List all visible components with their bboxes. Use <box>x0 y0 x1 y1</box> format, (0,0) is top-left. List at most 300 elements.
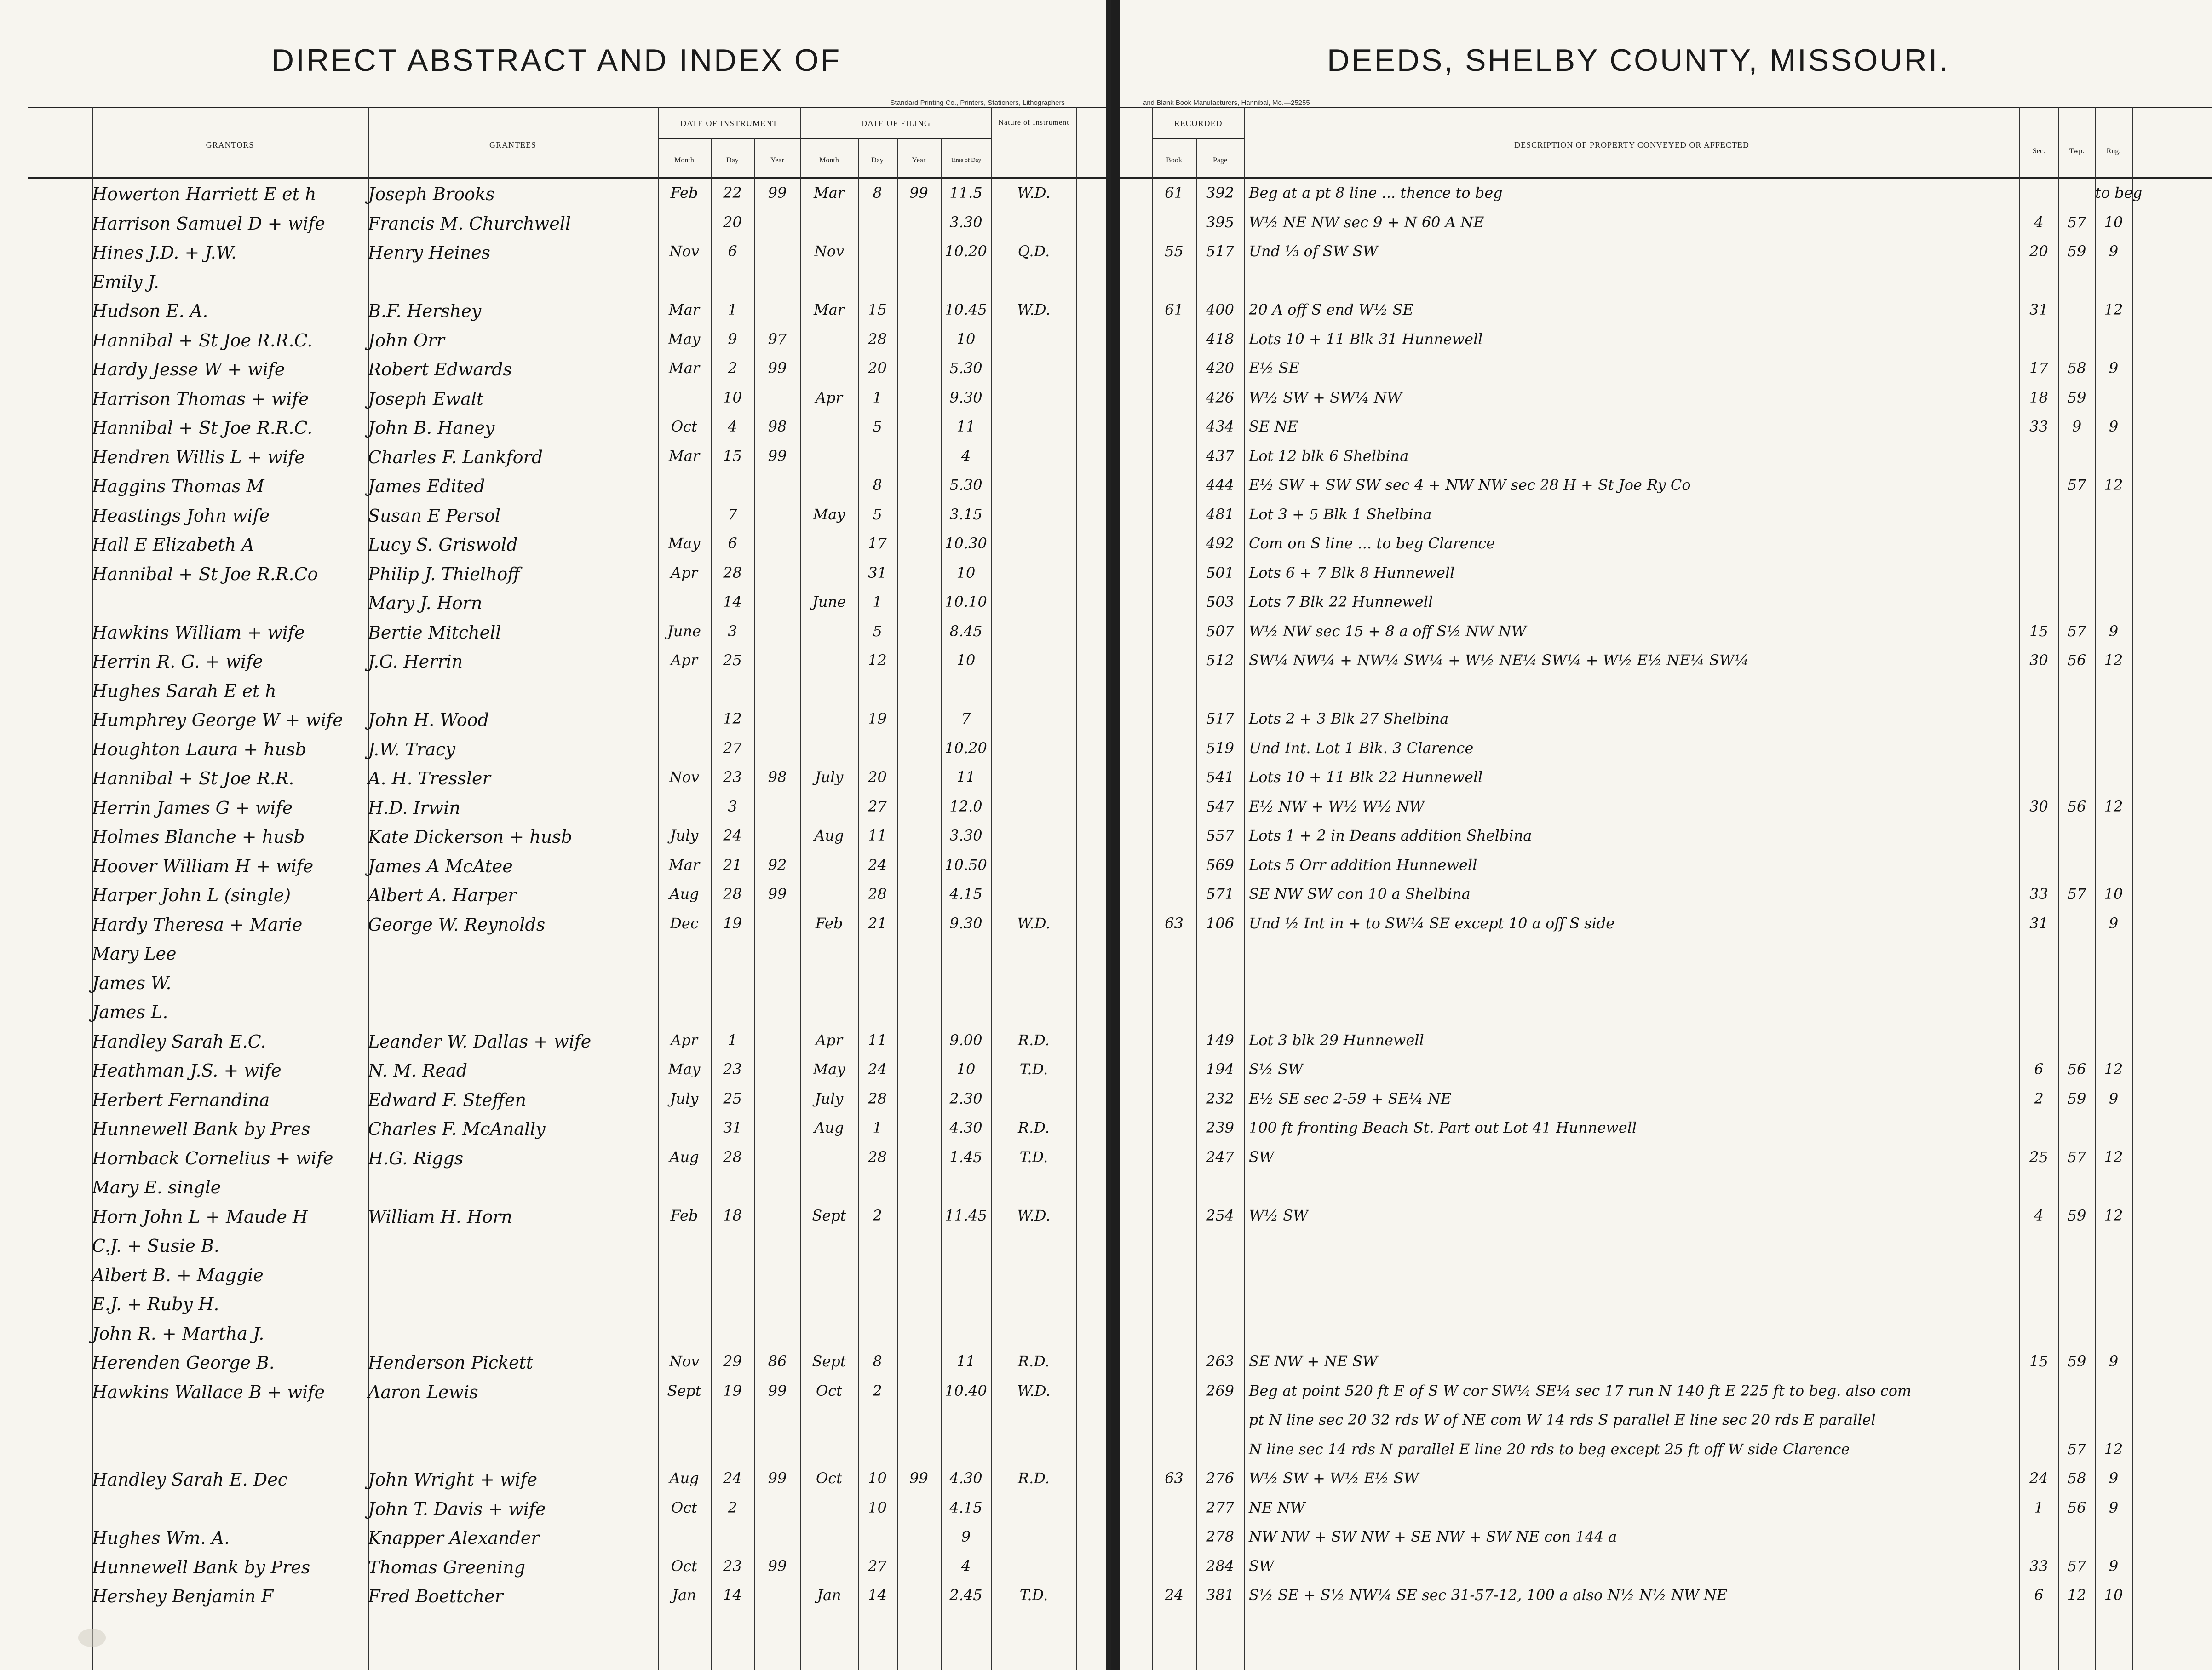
instrument-month-cell: Feb <box>670 1206 698 1224</box>
description-cell: W½ NE NW sec 9 + N 60 A NE <box>1249 213 1484 231</box>
ledger-row <box>1120 184 2212 211</box>
ledger-row <box>1120 885 2212 912</box>
filing-day-cell: 19 <box>868 710 887 727</box>
grantor-cell: Hannibal + St Joe R.R. <box>92 768 294 789</box>
filing-time-cell: 4.15 <box>949 885 982 903</box>
instrument-year-cell: 99 <box>768 1557 787 1575</box>
grantee-cell: John T. Davis + wife <box>368 1498 546 1519</box>
grantor-cell: Hershey Benjamin F <box>92 1586 274 1607</box>
instrument-month-cell: Oct <box>671 1557 697 1575</box>
grantee-cell: Lucy S. Griswold <box>368 535 518 555</box>
grantor-cell: Hoover William H + wife <box>92 856 314 876</box>
ledger-row <box>1120 535 2212 561</box>
filing-month-cell: Mar <box>813 301 845 318</box>
filing-day-cell: 1 <box>873 593 882 610</box>
instrument-day-cell: 24 <box>723 1469 742 1487</box>
ledger-row <box>0 944 1106 970</box>
ledger-row <box>1120 1294 2212 1321</box>
instrument-day-cell: 3 <box>728 622 737 640</box>
filing-month-cell: Apr <box>816 1031 843 1049</box>
grantor-cell: Hawkins Wallace B + wife <box>92 1382 325 1402</box>
grantee-cell: Kate Dickerson + husb <box>368 827 573 847</box>
description-header: DESCRIPTION OF PROPERTY CONVEYED OR AFFECTED <box>1514 140 1749 150</box>
filing-time-cell: 9.30 <box>949 388 982 406</box>
filing-time-cell: 10.50 <box>945 856 987 874</box>
page-cell: 444 <box>1206 476 1235 494</box>
ledger-row <box>1120 915 2212 941</box>
description-cell: S½ SW <box>1249 1060 1303 1078</box>
grantor-cell: Hardy Theresa + Marie <box>92 914 303 935</box>
filing-time-cell: 1.45 <box>949 1148 982 1166</box>
nature-cell: R.D. <box>1018 1119 1050 1136</box>
ledger-row <box>0 593 1106 620</box>
instrument-day-cell: 23 <box>723 768 742 786</box>
book-cell: 63 <box>1165 914 1184 932</box>
instrument-month-cell: Aug <box>669 1148 699 1166</box>
grantee-cell: H.D. Irwin <box>368 797 460 818</box>
ledger-row <box>0 1090 1106 1117</box>
filing-year-cell: 99 <box>909 184 928 202</box>
instrument-day-cell: 25 <box>723 1089 742 1107</box>
grantee-cell: J.W. Tracy <box>368 739 455 760</box>
filing-day-cell: 14 <box>868 1586 887 1604</box>
filing-day-cell: 8 <box>873 1353 882 1370</box>
grantor-cell: Hannibal + St Joe R.R.C. <box>92 418 313 438</box>
ledger-row <box>1120 1265 2212 1292</box>
grantee-cell: Edward F. Steffen <box>368 1089 527 1110</box>
instrument-month-cell: Dec <box>670 914 699 932</box>
printer-imprint-left: Standard Printing Co., Printers, Stationers, Lithographers <box>890 99 1065 107</box>
rng-cell: 9 <box>2109 1353 2119 1370</box>
twp-cell: 59 <box>2067 1353 2086 1370</box>
description-cell: E½ SE sec 2-59 + SE¼ NE <box>1249 1089 1452 1107</box>
filing-day-cell: 27 <box>868 1557 887 1575</box>
twp-cell: 56 <box>2067 797 2086 815</box>
sec-cell: 30 <box>2029 651 2048 669</box>
page-cell: 381 <box>1206 1586 1235 1604</box>
page-cell: 503 <box>1206 593 1235 610</box>
book-header: Book <box>1166 156 1182 164</box>
twp-cell: 56 <box>2067 1060 2086 1078</box>
twp-cell: 58 <box>2067 359 2086 377</box>
instrument-day-cell: 28 <box>723 1148 742 1166</box>
description-cell: Und ⅓ of SW SW <box>1249 242 1378 260</box>
instrument-year-cell: 92 <box>768 856 787 874</box>
ledger-row <box>1120 1557 2212 1584</box>
instrument-month-cell: Aug <box>669 885 699 903</box>
grantee-cell: H.G. Riggs <box>368 1148 464 1169</box>
grantee-cell: Aaron Lewis <box>368 1382 478 1402</box>
instrument-month-cell: Mar <box>668 301 700 318</box>
filing-month-cell: July <box>815 1089 844 1107</box>
instrument-month-cell: Nov <box>669 242 700 260</box>
sec-cell: 24 <box>2029 1469 2048 1487</box>
instrument-day-cell: 22 <box>723 184 742 202</box>
rng-cell: 9 <box>2109 1469 2119 1487</box>
instrument-month-header: Month <box>674 156 694 164</box>
sec-cell: 33 <box>2029 885 2048 903</box>
ledger-row <box>0 1294 1106 1321</box>
description-cell: SE NW SW con 10 a Shelbina <box>1249 885 1471 903</box>
instrument-day-cell: 19 <box>723 914 742 932</box>
ledger-row <box>0 447 1106 474</box>
filing-month-header: Month <box>819 156 839 164</box>
instrument-month-cell: Apr <box>671 651 698 669</box>
page-cell: 254 <box>1206 1206 1235 1224</box>
ledger-row <box>1120 1119 2212 1146</box>
description-cell: NW NW + SW NW + SE NW + SW NE con 144 a <box>1249 1528 1617 1545</box>
ledger-row <box>1120 1177 2212 1204</box>
ledger-row <box>1120 1382 2212 1409</box>
grantee-cell: Leander W. Dallas + wife <box>368 1031 592 1052</box>
ledger-row <box>1120 389 2212 415</box>
instrument-day-cell: 1 <box>728 301 737 318</box>
grantor-cell: Mary E. single <box>92 1177 221 1198</box>
description-cell: Lot 3 + 5 Blk 1 Shelbina <box>1249 505 1432 523</box>
ledger-row <box>0 242 1106 269</box>
description-cell: SE NW + NE SW <box>1249 1353 1378 1370</box>
nature-cell: T.D. <box>1019 1586 1048 1604</box>
ledger-row <box>0 1382 1106 1409</box>
filing-time-cell: 5.30 <box>949 359 982 377</box>
page-cell: 434 <box>1206 418 1235 435</box>
twp-cell: 57 <box>2067 1148 2086 1166</box>
ledger-row <box>0 1528 1106 1555</box>
instrument-month-cell: Mar <box>668 447 700 465</box>
grantor-cell: Harrison Samuel D + wife <box>92 213 325 234</box>
right-rows <box>1120 0 2212 1670</box>
rng-cell: 9 <box>2109 1557 2119 1575</box>
nature-cell: W.D. <box>1017 914 1051 932</box>
grantee-cell: B.F. Hershey <box>368 301 482 321</box>
grantee-cell: Henderson Pickett <box>368 1353 534 1373</box>
ledger-row <box>0 1557 1106 1584</box>
grantor-cell: Hall E Elizabeth A <box>92 535 254 555</box>
sec-header: Sec. <box>2032 147 2045 155</box>
grantor-cell: Herbert Fernandina <box>92 1089 270 1110</box>
grantee-cell: Philip J. Thielhoff <box>368 564 520 584</box>
instrument-month-cell: Mar <box>668 359 700 377</box>
description-cell: Lots 1 + 2 in Deans addition Shelbina <box>1249 827 1532 844</box>
page-cell: 519 <box>1206 739 1235 757</box>
sec-cell: 31 <box>2029 301 2048 318</box>
ledger-row <box>0 1002 1106 1029</box>
filing-time-cell: 4.15 <box>949 1498 982 1516</box>
instrument-year-cell: 98 <box>768 768 787 786</box>
rng-cell: 9 <box>2109 914 2119 932</box>
grantor-cell: Hughes Wm. A. <box>92 1528 230 1548</box>
filing-time-cell: 10.20 <box>945 739 987 757</box>
grantee-cell: Charles F. Lankford <box>368 447 543 467</box>
ledger-row <box>1120 213 2212 240</box>
description-cell: NE NW <box>1249 1498 1305 1516</box>
grantor-cell: Holmes Blanche + husb <box>92 827 305 847</box>
grantee-cell: John H. Wood <box>368 710 489 730</box>
grantor-cell: Hughes Sarah E et h <box>92 680 276 701</box>
ledger-row <box>0 1207 1106 1233</box>
ledger-row <box>0 1236 1106 1262</box>
description-cell: 20 A off S end W½ SE <box>1249 301 1413 318</box>
ledger-row <box>0 1411 1106 1438</box>
instrument-year-cell: 99 <box>768 447 787 465</box>
sec-cell: 15 <box>2029 1353 2048 1370</box>
filing-day-cell: 8 <box>873 476 882 494</box>
ledger-row <box>1120 359 2212 386</box>
page-cell: 276 <box>1206 1469 1235 1487</box>
ledger-row <box>0 1469 1106 1496</box>
grantor-cell: Albert B. + Maggie <box>92 1265 264 1285</box>
instrument-month-cell: Apr <box>671 564 698 582</box>
ledger-row <box>1120 827 2212 853</box>
page-cell: 400 <box>1206 301 1235 318</box>
filing-time-cell: 12.0 <box>949 797 982 815</box>
ledger-row <box>0 681 1106 708</box>
filing-month-cell: Nov <box>814 242 845 260</box>
filing-month-cell: June <box>812 593 846 610</box>
ledger-row <box>1120 651 2212 678</box>
description-cell: Lots 6 + 7 Blk 8 Hunnewell <box>1249 564 1455 582</box>
instrument-day-cell: 24 <box>723 827 742 844</box>
ledger-row <box>1120 856 2212 883</box>
filing-time-cell: 11 <box>956 418 976 435</box>
ledger-row <box>1120 1060 2212 1087</box>
twp-cell: 59 <box>2067 242 2086 260</box>
ledger-row <box>1120 1353 2212 1379</box>
filing-day-cell: 5 <box>873 505 882 523</box>
grantee-cell: Joseph Brooks <box>368 184 495 204</box>
ledger-row <box>0 301 1106 328</box>
description-cell: W½ NW sec 15 + 8 a off S½ NW NW <box>1249 622 1527 640</box>
rng-cell: 12 <box>2104 476 2123 494</box>
twp-cell: 59 <box>2067 1206 2086 1224</box>
filing-month-cell: Sept <box>812 1206 846 1224</box>
twp-cell: 57 <box>2067 1557 2086 1575</box>
filing-day-cell: 11 <box>868 827 887 844</box>
instrument-day-cell: 23 <box>723 1557 742 1575</box>
grantors-header: GRANTORS <box>206 140 254 150</box>
filing-time-cell: 10 <box>956 564 976 582</box>
filing-month-cell: Mar <box>813 184 845 202</box>
filing-time-cell: 7 <box>961 710 971 727</box>
grantor-cell: Hendren Willis L + wife <box>92 447 305 467</box>
instrument-year-cell: 99 <box>768 184 787 202</box>
ledger-row <box>0 1324 1106 1350</box>
grantor-cell: E.J. + Ruby H. <box>92 1294 219 1314</box>
twp-cell: 59 <box>2067 388 2086 406</box>
page-cell: 541 <box>1206 768 1235 786</box>
grantee-cell: J.G. Herrin <box>368 651 463 672</box>
instrument-day-cell: 7 <box>728 505 737 523</box>
filing-day-cell: 2 <box>873 1382 882 1399</box>
nature-cell: W.D. <box>1017 184 1051 202</box>
description-cell: Beg at a pt 8 line ... thence to beg <box>1249 184 1503 202</box>
grantee-cell: Thomas Greening <box>368 1557 525 1578</box>
instrument-day-cell: 27 <box>723 739 742 757</box>
filing-day-cell: 10 <box>868 1469 887 1487</box>
book-cell: 24 <box>1165 1586 1184 1604</box>
instrument-day-cell: 1 <box>728 1031 737 1049</box>
grantor-cell: John R. + Martha J. <box>92 1323 264 1344</box>
grantor-cell: Hornback Cornelius + wife <box>92 1148 333 1169</box>
filing-month-cell: Feb <box>815 914 843 932</box>
filing-month-cell: July <box>815 768 844 786</box>
instrument-month-cell: May <box>668 330 701 348</box>
nature-cell: R.D. <box>1018 1031 1050 1049</box>
grantor-cell: Haggins Thomas M <box>92 476 264 496</box>
rng-cell: 10 <box>2104 1586 2123 1604</box>
grantee-cell: John B. Haney <box>368 418 495 438</box>
ledger-row <box>0 768 1106 795</box>
ledger-row <box>0 1265 1106 1292</box>
twp-cell: 12 <box>2067 1586 2086 1604</box>
grantor-cell: Hannibal + St Joe R.R.C. <box>92 330 313 351</box>
page-cell: 547 <box>1206 797 1235 815</box>
ledger-row <box>1120 593 2212 620</box>
twp-cell: 56 <box>2067 651 2086 669</box>
filing-time-cell: 9 <box>961 1528 971 1545</box>
filing-time-cell: 8.45 <box>949 622 982 640</box>
grantor-cell: Herenden George B. <box>92 1353 275 1373</box>
ledger-row <box>1120 1148 2212 1175</box>
description-cell: S½ SE + S½ NW¼ SE sec 31-57-12, 100 a also N½ N½ NW NE <box>1249 1586 1728 1604</box>
ledger-row <box>1120 710 2212 737</box>
filing-day-cell: 21 <box>868 914 887 932</box>
description-cell: SE NE <box>1249 418 1298 435</box>
description-cell: SW <box>1249 1557 1274 1575</box>
filing-time-cell: 4 <box>961 447 971 465</box>
grantor-cell: Hardy Jesse W + wife <box>92 359 285 380</box>
page-cell: 392 <box>1206 184 1235 202</box>
grantee-cell: William H. Horn <box>368 1206 512 1227</box>
grantor-cell: Hudson E. A. <box>92 301 208 321</box>
sec-cell: 33 <box>2029 1557 2048 1575</box>
page-cell: 232 <box>1206 1089 1235 1107</box>
instrument-day-cell: 14 <box>723 593 742 610</box>
filing-time-cell: 10 <box>956 330 976 348</box>
page-cell: 149 <box>1206 1031 1235 1049</box>
page-cell: 418 <box>1206 330 1235 348</box>
instrument-day-cell: 31 <box>723 1119 742 1136</box>
ledger-row <box>1120 681 2212 708</box>
grantor-cell: Hines J.D. + J.W. <box>92 242 237 263</box>
filing-year-cell: 99 <box>909 1469 928 1487</box>
filing-time-cell: 10.10 <box>945 593 987 610</box>
ledger-row <box>0 739 1106 766</box>
filing-time-cell: 5.30 <box>949 476 982 494</box>
page-cell: 426 <box>1206 388 1235 406</box>
filing-month-cell: Aug <box>814 1119 844 1136</box>
description-cell: Lots 7 Blk 22 Hunnewell <box>1249 593 1433 610</box>
instrument-day-cell: 25 <box>723 651 742 669</box>
grantee-cell: N. M. Read <box>368 1060 468 1081</box>
rng-cell: 9 <box>2109 418 2119 435</box>
rng-cell: 12 <box>2104 651 2123 669</box>
instrument-day-cell: 3 <box>728 797 737 815</box>
grantor-cell: Horn John L + Maude H <box>92 1206 308 1227</box>
instrument-year-cell: 99 <box>768 359 787 377</box>
instrument-year-cell: 99 <box>768 885 787 903</box>
instrument-day-cell: 2 <box>728 1498 737 1516</box>
ledger-row <box>1120 739 2212 766</box>
ledger-row <box>0 184 1106 211</box>
filing-day-cell: 1 <box>873 388 882 406</box>
description-cell: Com on S line ... to beg Clarence <box>1249 535 1495 552</box>
date-of-filing-header: DATE OF FILING <box>861 119 931 128</box>
rng-cell: 12 <box>2104 797 2123 815</box>
filing-day-cell: 24 <box>868 856 887 874</box>
instrument-day-cell: 18 <box>723 1206 742 1224</box>
description-cell: Lot 3 blk 29 Hunnewell <box>1249 1031 1424 1049</box>
ledger-row <box>0 1060 1106 1087</box>
filing-day-cell: 28 <box>868 885 887 903</box>
sec-cell: 15 <box>2029 622 2048 640</box>
grantee-cell: A. H. Tressler <box>368 768 491 789</box>
ledger-row <box>1120 330 2212 357</box>
filing-time-cell: 9.30 <box>949 914 982 932</box>
filing-day-cell: 2 <box>873 1206 882 1224</box>
instrument-day-cell: 12 <box>723 710 742 727</box>
instrument-month-cell: Jan <box>672 1586 696 1604</box>
filing-time-cell: 10.45 <box>945 301 987 318</box>
ledger-row <box>0 506 1106 532</box>
ledger-row <box>1120 1469 2212 1496</box>
page-cell: 557 <box>1206 827 1235 844</box>
ledger-row <box>0 330 1106 357</box>
rng-cell: 9 <box>2109 242 2119 260</box>
description-cell: Lots 10 + 11 Blk 22 Hunnewell <box>1249 768 1483 786</box>
rng-cell: to beg <box>2095 184 2143 202</box>
filing-time-cell: 4.30 <box>949 1469 982 1487</box>
ledger-row <box>0 710 1106 737</box>
filing-month-cell: Oct <box>816 1469 842 1487</box>
nature-cell: T.D. <box>1019 1060 1048 1078</box>
ledger-row <box>0 213 1106 240</box>
filing-day-header: Day <box>871 156 884 164</box>
page-header: Page <box>1212 156 1228 164</box>
filing-time-cell: 3.30 <box>949 827 982 844</box>
description-cell: Lot 12 blk 6 Shelbina <box>1249 447 1409 465</box>
page-cell: 517 <box>1206 710 1235 727</box>
grantor-cell: Houghton Laura + husb <box>92 739 306 760</box>
ledger-row <box>1120 1411 2212 1438</box>
page-cell: 501 <box>1206 564 1235 582</box>
rng-cell: 12 <box>2104 1060 2123 1078</box>
ledger-row <box>0 1499 1106 1526</box>
instrument-month-cell: Mar <box>668 856 700 874</box>
instrument-day-cell: 14 <box>723 1586 742 1604</box>
filing-month-cell: Aug <box>814 827 844 844</box>
sec-cell: 1 <box>2034 1498 2044 1516</box>
nature-cell: W.D. <box>1017 1382 1051 1399</box>
filing-day-cell: 28 <box>868 1148 887 1166</box>
page-cell: 278 <box>1206 1528 1235 1545</box>
grantee-cell: Mary J. Horn <box>368 593 483 613</box>
filing-day-cell: 5 <box>873 418 882 435</box>
ledger-row <box>1120 944 2212 970</box>
instrument-month-cell: Oct <box>671 418 697 435</box>
page-cell: 239 <box>1206 1119 1235 1136</box>
grantor-cell: Heathman J.S. + wife <box>92 1060 282 1081</box>
instrument-year-header: Year <box>770 156 784 164</box>
ledger-row <box>0 1440 1106 1467</box>
twp-cell: 58 <box>2067 1469 2086 1487</box>
instrument-day-cell: 15 <box>723 447 742 465</box>
ledger-row <box>1120 622 2212 649</box>
instrument-month-cell: Nov <box>669 768 700 786</box>
grantor-cell: James L. <box>92 1002 168 1022</box>
ledger-row <box>1120 1031 2212 1058</box>
filing-day-cell: 1 <box>873 1119 882 1136</box>
